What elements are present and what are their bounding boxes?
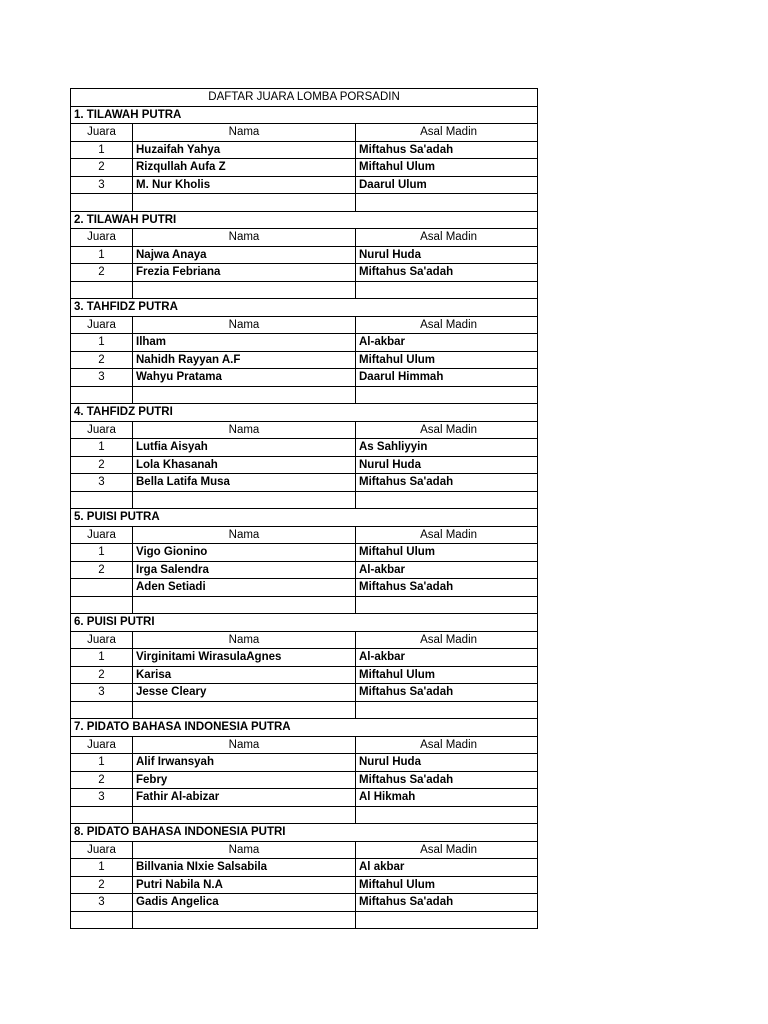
empty-cell	[356, 491, 538, 509]
cell-nama: Rizqullah Aufa Z	[133, 159, 356, 177]
header-juara: Juara	[71, 229, 133, 247]
empty-cell	[71, 386, 133, 404]
cell-juara: 3	[71, 894, 133, 912]
cell-asal: Al Hikmah	[356, 789, 538, 807]
table-row	[71, 789, 538, 807]
empty-cell	[356, 911, 538, 929]
empty-cell	[133, 806, 356, 824]
column-header-row	[71, 631, 538, 649]
table-row	[71, 334, 538, 352]
empty-cell	[356, 596, 538, 614]
empty-row	[71, 194, 538, 212]
cell-juara: 3	[71, 474, 133, 492]
cell-asal: Miftahul Ulum	[356, 666, 538, 684]
header-asal: Asal Madin	[356, 229, 538, 247]
empty-cell	[133, 596, 356, 614]
empty-cell	[133, 194, 356, 212]
header-nama: Nama	[133, 736, 356, 754]
empty-cell	[71, 911, 133, 929]
table-row	[71, 684, 538, 702]
cell-asal: Nurul Huda	[356, 754, 538, 772]
cell-nama: Irga Salendra	[133, 561, 356, 579]
header-nama: Nama	[133, 841, 356, 859]
table-row	[71, 176, 538, 194]
cell-juara: 3	[71, 176, 133, 194]
cell-juara: 2	[71, 771, 133, 789]
cell-asal: Daarul Himmah	[356, 369, 538, 387]
cell-nama: Putri Nabila N.A	[133, 876, 356, 894]
cell-nama: Wahyu Pratama	[133, 369, 356, 387]
header-asal: Asal Madin	[356, 316, 538, 334]
column-header-row	[71, 736, 538, 754]
cell-nama: Najwa Anaya	[133, 246, 356, 264]
cell-juara: 3	[71, 684, 133, 702]
header-asal: Asal Madin	[356, 124, 538, 142]
table-row	[71, 159, 538, 177]
cell-juara	[71, 579, 133, 597]
column-header-row	[71, 229, 538, 247]
header-asal: Asal Madin	[356, 631, 538, 649]
cell-nama: Lola Khasanah	[133, 456, 356, 474]
empty-cell	[71, 281, 133, 299]
section-title-row	[71, 614, 538, 632]
header-nama: Nama	[133, 229, 356, 247]
cell-asal: Al-akbar	[356, 334, 538, 352]
cell-nama: Bella Latifa Musa	[133, 474, 356, 492]
table-row	[71, 246, 538, 264]
section-title-row	[71, 299, 538, 317]
winners-table	[70, 88, 538, 929]
header-nama: Nama	[133, 526, 356, 544]
cell-nama: Febry	[133, 771, 356, 789]
table-row	[71, 544, 538, 562]
table-row	[71, 561, 538, 579]
cell-nama: Fathir Al-abizar	[133, 789, 356, 807]
cell-nama: Vigo Gionino	[133, 544, 356, 562]
table-row	[71, 876, 538, 894]
cell-nama: Gadis Angelica	[133, 894, 356, 912]
cell-asal: Miftahus Sa'adah	[356, 474, 538, 492]
winners-table-body	[71, 89, 538, 929]
cell-asal: Miftahul Ulum	[356, 159, 538, 177]
section-title: 6. PUISI PUTRI	[71, 614, 538, 632]
table-row	[71, 859, 538, 877]
cell-juara: 2	[71, 351, 133, 369]
cell-juara: 2	[71, 876, 133, 894]
table-row	[71, 579, 538, 597]
table-row	[71, 456, 538, 474]
table-row	[71, 351, 538, 369]
empty-row	[71, 911, 538, 929]
table-title-row	[71, 89, 538, 107]
cell-juara: 1	[71, 439, 133, 457]
column-header-row	[71, 124, 538, 142]
cell-nama: Jesse Cleary	[133, 684, 356, 702]
empty-cell	[356, 281, 538, 299]
empty-cell	[356, 194, 538, 212]
header-juara: Juara	[71, 316, 133, 334]
section-title-row	[71, 404, 538, 422]
cell-asal: Nurul Huda	[356, 456, 538, 474]
table-row	[71, 439, 538, 457]
cell-asal: Miftahus Sa'adah	[356, 894, 538, 912]
table-row	[71, 754, 538, 772]
cell-asal: Al akbar	[356, 859, 538, 877]
cell-nama: Karisa	[133, 666, 356, 684]
cell-nama: Ilham	[133, 334, 356, 352]
table-row	[71, 771, 538, 789]
empty-cell	[71, 701, 133, 719]
section-title-row	[71, 509, 538, 527]
cell-nama: Virginitami WirasulaAgnes	[133, 649, 356, 667]
header-asal: Asal Madin	[356, 526, 538, 544]
cell-juara: 1	[71, 334, 133, 352]
empty-row	[71, 281, 538, 299]
header-juara: Juara	[71, 631, 133, 649]
header-asal: Asal Madin	[356, 841, 538, 859]
empty-cell	[71, 806, 133, 824]
header-nama: Nama	[133, 421, 356, 439]
cell-juara: 1	[71, 246, 133, 264]
header-juara: Juara	[71, 124, 133, 142]
table-row	[71, 264, 538, 282]
cell-nama: Billvania NIxie Salsabila	[133, 859, 356, 877]
cell-juara: 3	[71, 369, 133, 387]
table-row	[71, 474, 538, 492]
header-juara: Juara	[71, 841, 133, 859]
section-title: 8. PIDATO BAHASA INDONESIA PUTRI	[71, 824, 538, 842]
header-juara: Juara	[71, 736, 133, 754]
header-nama: Nama	[133, 316, 356, 334]
empty-row	[71, 701, 538, 719]
table-row	[71, 369, 538, 387]
section-title-row	[71, 106, 538, 124]
column-header-row	[71, 421, 538, 439]
section-title-row	[71, 211, 538, 229]
table-row	[71, 141, 538, 159]
cell-asal: Miftahus Sa'adah	[356, 684, 538, 702]
cell-asal: Miftahul Ulum	[356, 544, 538, 562]
empty-cell	[133, 386, 356, 404]
section-title: 4. TAHFIDZ PUTRI	[71, 404, 538, 422]
column-header-row	[71, 526, 538, 544]
header-nama: Nama	[133, 124, 356, 142]
cell-asal: Miftahul Ulum	[356, 876, 538, 894]
cell-juara: 1	[71, 544, 133, 562]
empty-cell	[356, 701, 538, 719]
empty-cell	[71, 194, 133, 212]
section-title: 5. PUISI PUTRA	[71, 509, 538, 527]
cell-nama: Nahidh Rayyan A.F	[133, 351, 356, 369]
header-nama: Nama	[133, 631, 356, 649]
table-row	[71, 894, 538, 912]
cell-asal: Miftahus Sa'adah	[356, 579, 538, 597]
empty-cell	[133, 491, 356, 509]
cell-nama: Huzaifah Yahya	[133, 141, 356, 159]
cell-juara: 2	[71, 561, 133, 579]
table-row	[71, 666, 538, 684]
cell-asal: Al-akbar	[356, 561, 538, 579]
empty-cell	[71, 491, 133, 509]
column-header-row	[71, 316, 538, 334]
cell-juara: 2	[71, 264, 133, 282]
cell-juara: 1	[71, 859, 133, 877]
empty-cell	[133, 911, 356, 929]
empty-row	[71, 386, 538, 404]
cell-nama: Alif Irwansyah	[133, 754, 356, 772]
section-title-row	[71, 824, 538, 842]
cell-juara: 2	[71, 666, 133, 684]
cell-nama: M. Nur Kholis	[133, 176, 356, 194]
cell-juara: 1	[71, 649, 133, 667]
empty-row	[71, 491, 538, 509]
empty-cell	[356, 386, 538, 404]
table-row	[71, 649, 538, 667]
empty-cell	[133, 701, 356, 719]
cell-nama: Lutfia Aisyah	[133, 439, 356, 457]
cell-juara: 2	[71, 159, 133, 177]
empty-cell	[133, 281, 356, 299]
section-title: 2. TILAWAH PUTRI	[71, 211, 538, 229]
cell-asal: Daarul Ulum	[356, 176, 538, 194]
empty-cell	[356, 806, 538, 824]
table-title: DAFTAR JUARA LOMBA PORSADIN	[71, 89, 538, 107]
cell-juara: 3	[71, 789, 133, 807]
section-title: 3. TAHFIDZ PUTRA	[71, 299, 538, 317]
header-asal: Asal Madin	[356, 736, 538, 754]
section-title: 7. PIDATO BAHASA INDONESIA PUTRA	[71, 719, 538, 737]
column-header-row	[71, 841, 538, 859]
cell-asal: Al-akbar	[356, 649, 538, 667]
cell-asal: Miftahus Sa'adah	[356, 141, 538, 159]
empty-cell	[71, 596, 133, 614]
cell-juara: 2	[71, 456, 133, 474]
section-title-row	[71, 719, 538, 737]
header-juara: Juara	[71, 421, 133, 439]
header-juara: Juara	[71, 526, 133, 544]
cell-juara: 1	[71, 754, 133, 772]
cell-asal: Miftahus Sa'adah	[356, 264, 538, 282]
empty-row	[71, 596, 538, 614]
cell-asal: Nurul Huda	[356, 246, 538, 264]
empty-row	[71, 806, 538, 824]
section-title: 1. TILAWAH PUTRA	[71, 106, 538, 124]
cell-nama: Aden Setiadi	[133, 579, 356, 597]
cell-nama: Frezia Febriana	[133, 264, 356, 282]
cell-asal: Miftahul Ulum	[356, 351, 538, 369]
cell-asal: As Sahliyyin	[356, 439, 538, 457]
cell-asal: Miftahus Sa'adah	[356, 771, 538, 789]
cell-juara: 1	[71, 141, 133, 159]
header-asal: Asal Madin	[356, 421, 538, 439]
